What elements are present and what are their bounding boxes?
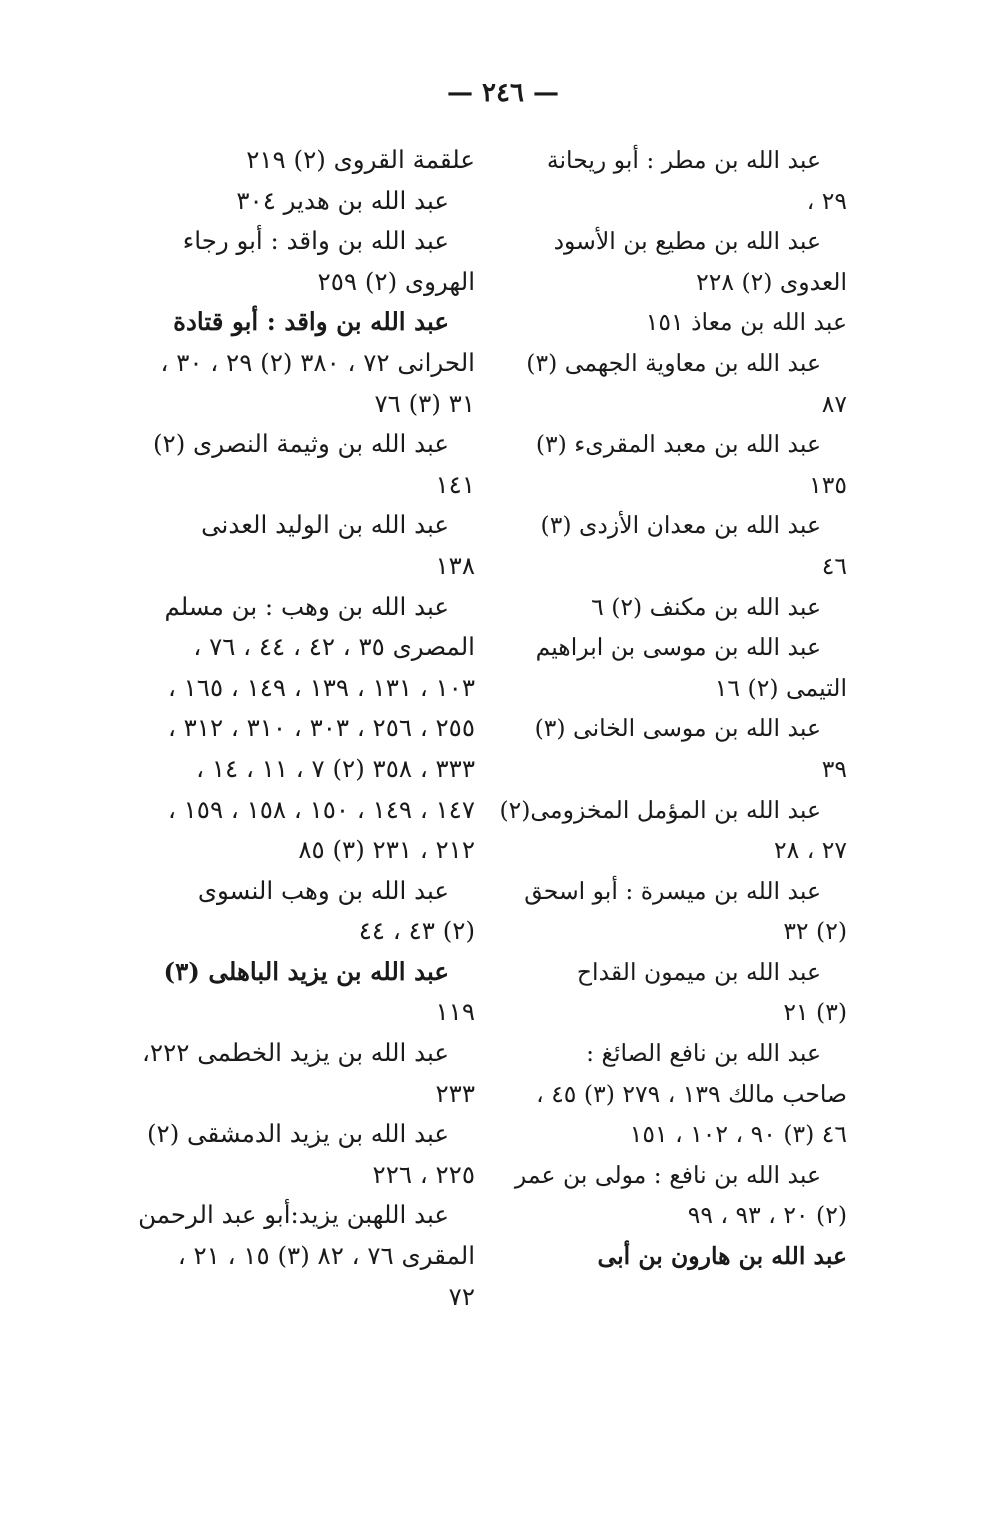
- index-line: عبد الله بن واقد : أبو قتادة: [173, 307, 449, 337]
- index-line: ٣١ (٣) ٧٦: [374, 388, 475, 418]
- index-line: ٢٢٥ ، ٢٢٦: [372, 1159, 475, 1189]
- index-line: ١٣٥: [809, 470, 847, 499]
- index-line: (٢) ٢٠ ، ٩٣ ، ٩٩: [687, 1201, 847, 1230]
- index-line: (٢) ٣٢: [783, 917, 847, 946]
- index-line: عبد الله بن المؤمل المخزومى(٢): [499, 795, 821, 824]
- index-line: ٢٣٣: [435, 1078, 475, 1108]
- index-line: ٢٧ ، ٢٨: [773, 836, 847, 865]
- index-line: ٢١٢ ، ٢٣١ (٣) ٨٥: [298, 835, 475, 865]
- index-line: عبد الله بن معاوية الجهمى (٣): [526, 348, 821, 377]
- index-line: عبد الله بن مطيع بن الأسود: [553, 227, 821, 256]
- index-line: المصرى ٣٥ ، ٤٢ ، ٤٤ ، ٧٦ ،: [193, 632, 475, 662]
- index-line: عبد الله بن وهب النسوى: [197, 875, 449, 905]
- index-line: ٨٧: [821, 389, 847, 418]
- index-line: عبد الله بن يزيد الدمشقى (٢): [146, 1119, 449, 1149]
- index-line: عبد الله بن ميمون القداح: [576, 957, 821, 986]
- index-line: صاحب مالك ١٣٩ ، ٢٧٩ (٣) ٤٥ ،: [536, 1079, 847, 1108]
- index-line: عبد اللهبن يزيد:أبو عبد الرحمن: [138, 1200, 449, 1230]
- index-line: ٤٦ (٣) ٩٠ ، ١٠٢ ، ١٥١: [629, 1120, 847, 1149]
- index-line: ١٣٨: [435, 550, 475, 580]
- index-line: عبد الله بن مكنف (٢) ٦: [591, 592, 821, 621]
- index-line: عبد الله بن نافع : مولى بن عمر: [514, 1160, 821, 1189]
- index-line: عبد الله بن الوليد العدنى: [201, 510, 449, 540]
- index-line: عبد الله بن موسى بن ابراهيم: [535, 633, 821, 662]
- index-line: عبد الله بن يزيد الخطمى ٢٢٢،: [142, 1038, 449, 1068]
- index-line: عبد الله بن وهب : بن مسلم: [164, 591, 449, 621]
- index-line: عبد الله بن معدان الأزدى (٣): [540, 511, 821, 540]
- index-line: عبد الله بن يزيد الباهلى (٣): [163, 956, 449, 986]
- page-number: — ٢٤٦ —: [446, 78, 560, 108]
- index-line: عبد الله بن هارون بن أبى: [597, 1242, 847, 1271]
- index-line: ١٤٧ ، ١٤٩ ، ١٥٠ ، ١٥٨ ، ١٥٩ ،: [167, 794, 475, 824]
- index-line: (٣) ٢١: [783, 998, 847, 1027]
- index-line: التيمى (٢) ١٦: [714, 673, 847, 702]
- index-line: ٣٩: [821, 754, 847, 783]
- index-line: ٤٦: [821, 551, 847, 580]
- index-line: علقمة القروى (٢) ٢١٩: [246, 145, 475, 174]
- index-line: ١٤١: [435, 469, 475, 499]
- index-line: عبد الله بن هدير ٣٠٤: [236, 185, 449, 215]
- index-line: ١٠٣ ، ١٣١ ، ١٣٩ ، ١٤٩ ، ١٦٥ ،: [167, 672, 475, 702]
- index-line: ٢٩ ،: [806, 186, 847, 215]
- index-line: ٣٣٣ ، ٣٥٨ (٢) ٧ ، ١١ ، ١٤ ،: [196, 753, 475, 783]
- index-line: ١١٩: [435, 997, 475, 1027]
- index-line: عبد الله بن ميسرة : أبو اسحق: [524, 876, 821, 905]
- index-line: الهروى (٢) ٢٥٩: [317, 266, 475, 296]
- index-line: ٧٢: [448, 1281, 475, 1311]
- index-line: (٢) ٤٣ ، ٤٤: [358, 916, 475, 946]
- index-line: عبد الله بن وثيمة النصرى (٢): [152, 429, 449, 459]
- index-line: ٢٥٥ ، ٢٥٦ ، ٣٠٣ ، ٣١٠ ، ٣١٢ ،: [167, 713, 475, 743]
- index-line: الحرانى ٧٢ ، ٣٨٠ (٢) ٢٩ ، ٣٠ ،: [160, 347, 475, 377]
- index-line: عبد الله بن معاذ ١٥١: [645, 308, 847, 337]
- index-column-left: [130, 140, 475, 1317]
- index-line: عبد الله بن موسى الخانى (٣): [534, 714, 821, 743]
- index-line: عبد الله بن واقد : أبو رجاء: [182, 226, 449, 256]
- index-line: عبد الله بن معبد المقرىء (٣): [535, 430, 821, 459]
- index-line: عبد الله بن مطر : أبو ريحانة: [546, 146, 821, 174]
- index-line: العدوى (٢) ٢٢٨: [696, 267, 847, 296]
- index-line: المقرى ٧٦ ، ٨٢ (٣) ١٥ ، ٢١ ،: [177, 1241, 475, 1271]
- index-line: عبد الله بن نافع الصائغ :: [586, 1039, 821, 1068]
- index-column-right: [495, 140, 847, 1277]
